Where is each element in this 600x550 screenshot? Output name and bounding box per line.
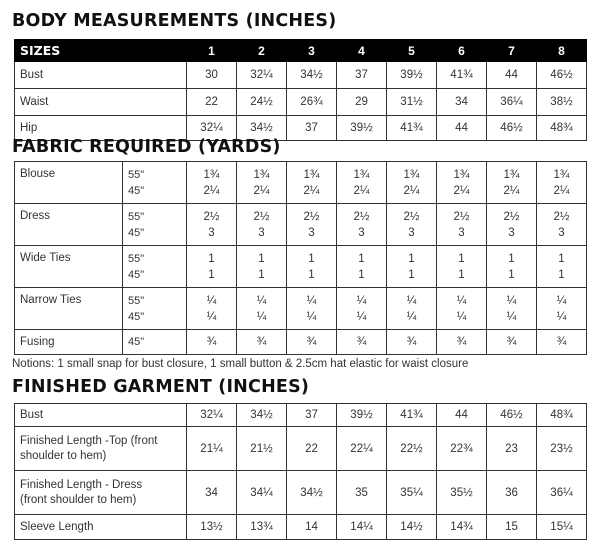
row-label: Wide Ties: [15, 246, 123, 288]
table-cell: 14¼: [337, 515, 387, 540]
fabric-width: 55": [128, 168, 145, 181]
table-cell: ¼: [356, 310, 367, 323]
table-cell: ¼: [306, 310, 317, 323]
table-cell: 2½: [453, 210, 470, 223]
finished-garment-table: [14, 403, 587, 540]
table-cell: 34½: [237, 116, 287, 141]
table-cell: 1: [258, 268, 265, 281]
body-measurements-title: BODY MEASUREMENTS (INCHES): [12, 11, 337, 31]
table-cell: 2¼: [503, 184, 520, 197]
table-cell: 35½: [437, 471, 487, 515]
size-label: 3: [287, 40, 337, 62]
table-cell: 1: [458, 252, 465, 265]
table-cell: ¾: [387, 330, 437, 355]
size-label: 7: [487, 40, 537, 62]
table-cell: 36¼: [537, 471, 587, 515]
table-cell: 22¼: [337, 427, 387, 471]
row-label: Dress: [15, 204, 123, 246]
table-cell: 2¼: [353, 184, 370, 197]
table-cell: 1¾: [353, 168, 370, 181]
table-cell: 30: [187, 62, 237, 89]
table-cell: 24½: [237, 89, 287, 116]
table-cell: 34: [187, 471, 237, 515]
table-row: [15, 162, 587, 204]
table-row: [15, 246, 587, 288]
table-cell: 37: [287, 116, 337, 141]
table-cell: ¾: [187, 330, 237, 355]
table-cell: ¾: [337, 330, 387, 355]
notions-note: Notions: 1 small snap for bust closure, 1 small button & 2.5cm hat elastic for waist closure: [12, 358, 469, 370]
table-cell: 21½: [237, 427, 287, 471]
table-cell: ¼: [406, 294, 417, 307]
table-cell: 3: [308, 226, 315, 239]
row-label: Bust: [15, 404, 187, 427]
table-cell: 2¼: [553, 184, 570, 197]
table-row: [15, 204, 587, 246]
row-label: Blouse: [15, 162, 123, 204]
table-cell: ¼: [456, 294, 467, 307]
table-cell: 14: [287, 515, 337, 540]
table-cell: 2¼: [203, 184, 220, 197]
table-cell: 14¾: [437, 515, 487, 540]
table-cell: ¼: [306, 294, 317, 307]
table-cell: ¼: [406, 310, 417, 323]
table-cell: ¾: [287, 330, 337, 355]
table-cell: 46½: [487, 116, 537, 141]
table-cell: 21¼: [187, 427, 237, 471]
table-cell: 2¼: [253, 184, 270, 197]
table-cell: 1: [408, 252, 415, 265]
table-cell: 1: [458, 268, 465, 281]
size-label: 1: [187, 40, 237, 62]
table-row: [15, 427, 587, 471]
table-cell: 1¾: [253, 168, 270, 181]
table-cell: 26¾: [287, 89, 337, 116]
sizes-header-row: [15, 40, 587, 62]
table-cell: 37: [337, 62, 387, 89]
table-cell: 31½: [387, 89, 437, 116]
table-cell: 1¾: [553, 168, 570, 181]
table-cell: 2½: [303, 210, 320, 223]
table-cell: 34½: [287, 471, 337, 515]
table-cell: ¾: [237, 330, 287, 355]
table-row: [15, 471, 587, 515]
table-cell: ¼: [206, 294, 217, 307]
table-cell: 1: [558, 252, 565, 265]
table-cell: 1: [308, 252, 315, 265]
table-cell: 37: [287, 404, 337, 427]
table-cell: 32¼: [187, 404, 237, 427]
table-cell: 22½: [387, 427, 437, 471]
table-cell: ¼: [506, 294, 517, 307]
table-cell: 1¾: [403, 168, 420, 181]
table-cell: 1: [508, 268, 515, 281]
table-cell: 1: [408, 268, 415, 281]
table-cell: 36¼: [487, 89, 537, 116]
table-cell: 13¾: [237, 515, 287, 540]
table-cell: 3: [408, 226, 415, 239]
table-cell: 32¼: [187, 116, 237, 141]
table-cell: ¼: [356, 294, 367, 307]
table-cell: 3: [258, 226, 265, 239]
table-cell: ¾: [487, 330, 537, 355]
fabric-required-table: [14, 161, 587, 355]
table-cell: 1: [508, 252, 515, 265]
table-cell: 2½: [553, 210, 570, 223]
table-cell: 2½: [203, 210, 220, 223]
fabric-width: 45": [128, 310, 145, 323]
table-cell: 34¼: [237, 471, 287, 515]
table-cell: 39½: [387, 62, 437, 89]
table-cell: 3: [558, 226, 565, 239]
table-cell: ¼: [206, 310, 217, 323]
body-measurements-table: [14, 39, 587, 141]
table-cell: 34: [437, 89, 487, 116]
table-cell: 41¾: [387, 116, 437, 141]
table-cell: 39½: [337, 404, 387, 427]
table-cell: 23½: [537, 427, 587, 471]
table-cell: 1¾: [303, 168, 320, 181]
table-cell: 2½: [353, 210, 370, 223]
table-cell: 2½: [403, 210, 420, 223]
table-cell: 15: [487, 515, 537, 540]
table-cell: 1: [358, 252, 365, 265]
table-cell: ¼: [556, 310, 567, 323]
fabric-width: 45": [128, 226, 145, 239]
fabric-width: 55": [128, 210, 145, 223]
table-cell: ¼: [256, 294, 267, 307]
sizes-header-label: SIZES: [15, 40, 187, 62]
table-cell: ¼: [556, 294, 567, 307]
table-row: [15, 62, 587, 89]
table-cell: 1: [358, 268, 365, 281]
table-cell: ¾: [437, 330, 487, 355]
fabric-width: 55": [128, 252, 145, 265]
table-cell: 2½: [503, 210, 520, 223]
table-cell: 15¼: [537, 515, 587, 540]
row-label: Sleeve Length: [15, 515, 187, 540]
table-cell: 1¾: [453, 168, 470, 181]
fabric-width: 45": [123, 330, 187, 355]
table-cell: 2¼: [303, 184, 320, 197]
table-cell: 34½: [287, 62, 337, 89]
table-cell: 2¼: [453, 184, 470, 197]
table-cell: 13½: [187, 515, 237, 540]
table-row: [15, 288, 587, 330]
table-cell: 1: [208, 268, 215, 281]
fabric-width: 55": [128, 294, 145, 307]
table-row: [15, 330, 587, 355]
table-cell: 1: [558, 268, 565, 281]
table-cell: 3: [508, 226, 515, 239]
table-cell: 32¼: [237, 62, 287, 89]
table-cell: 2½: [253, 210, 270, 223]
table-cell: 14½: [387, 515, 437, 540]
row-label: (front shoulder to hem): [20, 493, 137, 506]
table-row: [15, 515, 587, 540]
table-cell: 1: [308, 268, 315, 281]
table-cell: ¼: [456, 310, 467, 323]
table-cell: 41¾: [387, 404, 437, 427]
table-cell: 3: [458, 226, 465, 239]
row-label: Narrow Ties: [15, 288, 123, 330]
table-row: [15, 404, 587, 427]
table-cell: 22: [287, 427, 337, 471]
fabric-width: 45": [128, 268, 145, 281]
table-cell: 22: [187, 89, 237, 116]
table-row: [15, 89, 587, 116]
table-cell: 48¾: [537, 404, 587, 427]
size-label: 5: [387, 40, 437, 62]
fabric-width: 45": [128, 184, 145, 197]
table-cell: 3: [208, 226, 215, 239]
row-label: Fusing: [15, 330, 123, 355]
row-label: Hip: [15, 116, 187, 141]
size-label: 2: [237, 40, 287, 62]
table-cell: ¼: [256, 310, 267, 323]
table-cell: 1: [258, 252, 265, 265]
size-label: 6: [437, 40, 487, 62]
row-label: Bust: [15, 62, 187, 89]
table-cell: 34½: [237, 404, 287, 427]
table-cell: 38½: [537, 89, 587, 116]
row-label: Finished Length - Dress: [20, 478, 143, 491]
table-cell: 22¾: [437, 427, 487, 471]
table-cell: 41¾: [437, 62, 487, 89]
table-cell: 35: [337, 471, 387, 515]
table-cell: 1¾: [503, 168, 520, 181]
table-cell: 46½: [487, 404, 537, 427]
table-cell: 36: [487, 471, 537, 515]
table-cell: 3: [358, 226, 365, 239]
row-label: shoulder to hem): [20, 449, 107, 462]
table-cell: 39½: [337, 116, 387, 141]
table-cell: ¼: [506, 310, 517, 323]
table-cell: 35¼: [387, 471, 437, 515]
table-cell: 44: [487, 62, 537, 89]
table-cell: 1: [208, 252, 215, 265]
fabric-required-title: FABRIC REQUIRED (YARDS): [12, 137, 281, 157]
table-cell: 1¾: [203, 168, 220, 181]
size-label: 8: [537, 40, 587, 62]
row-label: Waist: [15, 89, 187, 116]
table-cell: 2¼: [403, 184, 420, 197]
table-cell: 48¾: [537, 116, 587, 141]
table-cell: 44: [437, 404, 487, 427]
table-cell: 23: [487, 427, 537, 471]
table-cell: 29: [337, 89, 387, 116]
size-label: 4: [337, 40, 387, 62]
row-label: Finished Length -Top (front: [20, 434, 158, 447]
table-cell: ¾: [537, 330, 587, 355]
table-cell: 44: [437, 116, 487, 141]
table-cell: 46½: [537, 62, 587, 89]
finished-garment-title: FINISHED GARMENT (INCHES): [12, 377, 310, 397]
